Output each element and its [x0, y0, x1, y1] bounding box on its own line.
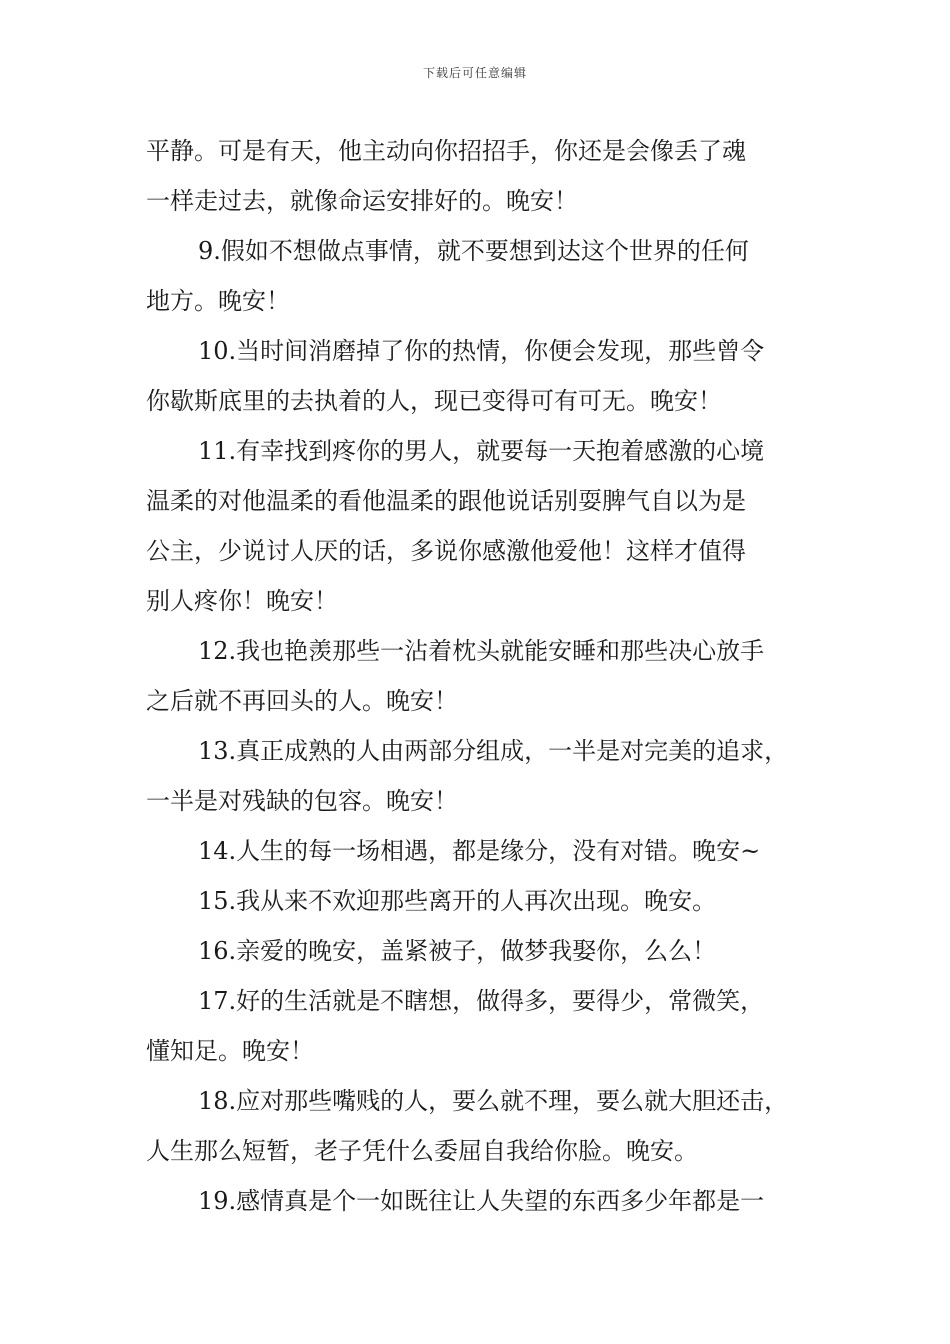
text-line: 一半是对残缺的包容。晚安！ [146, 787, 458, 815]
text-line: 13.真正成熟的人由两部分组成，一半是对完美的追求， [198, 737, 789, 765]
text-line: 10.当时间消磨掉了你的热情，你便会发现，那些曾令 [198, 337, 765, 365]
text-line: 11.有幸找到疼你的男人，就要每一天抱着感激的心境 [198, 437, 765, 465]
text-line: 地方。晚安！ [146, 287, 290, 315]
text-line: 人生那么短暂，老子凭什么委屈自我给你脸。晚安。 [146, 1137, 698, 1165]
text-line: 平静。可是有天，他主动向你招招手，你还是会像丢了魂 [146, 137, 746, 165]
text-line: 17.好的生活就是不瞎想，做得多，要得少，常微笑， [198, 987, 765, 1015]
document-body [146, 126, 814, 1226]
text-line: 19.感情真是个一如既往让人失望的东西多少年都是一 [198, 1187, 765, 1215]
text-line: 别人疼你！晚安！ [146, 587, 338, 615]
text-line: 你歇斯底里的去执着的人，现已变得可有可无。晚安！ [146, 387, 722, 415]
page-header: 下载后可任意编辑 [422, 66, 527, 80]
text-line: 9.假如不想做点事情，就不要想到达这个世界的任何 [198, 237, 749, 265]
text-line: 16.亲爱的晚安，盖紧被子，做梦我娶你，么么！ [198, 937, 717, 965]
text-line: 公主，少说讨人厌的话，多说你感激他爱他！这样才值得 [146, 537, 746, 565]
text-line: 12.我也艳羡那些一沾着枕头就能安睡和那些决心放手 [198, 637, 765, 665]
text-line: 15.我从来不欢迎那些离开的人再次出现。晚安。 [198, 887, 717, 915]
text-line: 懂知足。晚安！ [146, 1037, 314, 1065]
text-line: 温柔的对他温柔的看他温柔的跟他说话别耍脾气自以为是 [146, 487, 746, 515]
text-line: 14.人生的每一场相遇，都是缘分，没有对错。晚安~ [198, 837, 761, 865]
text-line: 18.应对那些嘴贱的人，要么就不理，要么就大胆还击， [198, 1087, 789, 1115]
text-line: 之后就不再回头的人。晚安！ [146, 687, 458, 715]
text-line: 一样走过去，就像命运安排好的。晚安！ [146, 187, 578, 215]
